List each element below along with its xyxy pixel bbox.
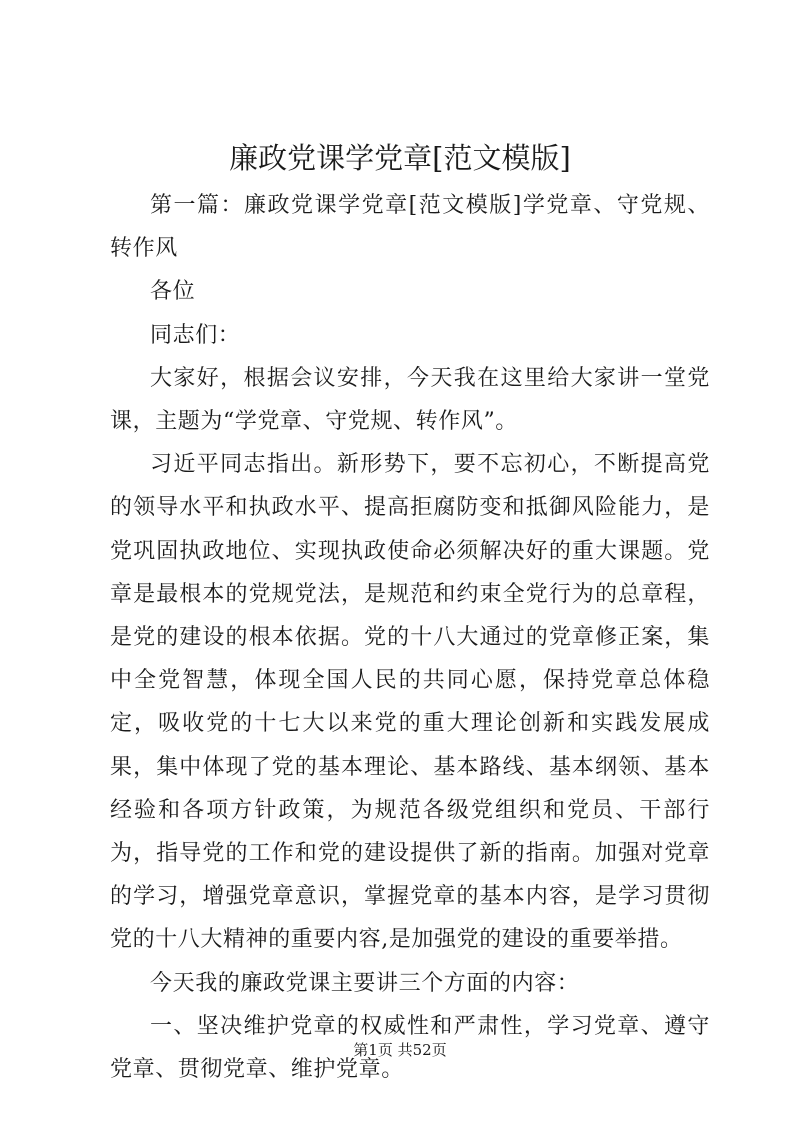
paragraph-outline: 今天我的廉政党课主要讲三个方面的内容： <box>150 970 580 996</box>
document-title: 廉政党课学党章[范文模版] <box>229 141 571 175</box>
page-footer: 第1页 共52页 <box>353 1041 447 1059</box>
document-body <box>110 184 710 1091</box>
paragraph-heading: 第一篇：廉政党课学党章[范文模版]学党章、守党规、转作风 <box>110 193 710 262</box>
paragraph-intro: 大家好，根据会议安排，今天我在这里给大家讲一堂党课，主题为“学党章、守党规、转作风”。 <box>110 365 710 435</box>
paragraph-greeting: 同志们： <box>150 322 241 348</box>
paragraph-point-one: 一、坚决维护党章的权威性和严肃性，学习党章、遵守党章、贯彻党章、维护党章。 <box>110 1013 710 1083</box>
paragraph-main: 习近平同志指出。新形势下，要不忘初心，不断提高党的领导水平和执政水平、提高拒腐防变和抵御风险能力，是党巩固执政地位、实现执政使命必须解决好的重大课题。党章是最根本的党规党法，是规范和约束全党行为的总章程，是党的建设的根本依据。党的十八大通过的党章修正案，集中全党智慧，体现全国人民的共同心愿，保持党章总体稳定，吸收党的十七大以来党的重大理论创新和实践发展成果，集中体现了党的基本理论、基本路线、基本纲领、基本经验和各项方针政策，为规范各级党组织和党员、干部行为，指导党的工作和党的建设提供了新的指南。加强对党章的学习，增强党章意识，掌握党章的基本内容，是学习贯彻党的十八大精神的重要内容,是加强党的建设的重要举措。 <box>110 452 710 953</box>
paragraph-salutation: 各位 <box>150 279 196 305</box>
